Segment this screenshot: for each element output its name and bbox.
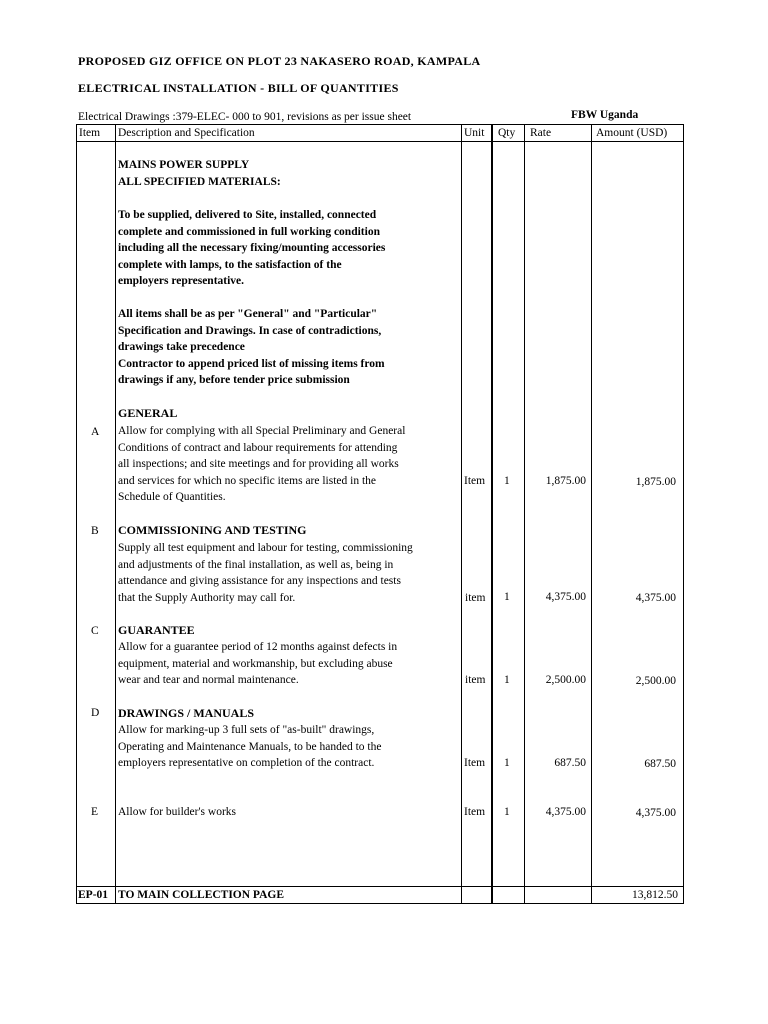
item-a-description: [118, 423, 405, 506]
intro-paragraph-line: complete and commissioned in full working condition: [118, 225, 380, 238]
item-d-code: D: [91, 707, 100, 719]
item-a-rate: 1,875.00: [545, 475, 586, 487]
item-e-amount: 4,375.00: [635, 807, 676, 819]
description-line: all inspections; and site meetings and for providing all works: [118, 458, 399, 470]
item-b-amount: 4,375.00: [635, 592, 676, 604]
intro-paragraph-line: All items shall be as per "General" and "Particular": [118, 308, 378, 320]
item-c-rate: 2,500.00: [545, 674, 586, 686]
item-c-amount: 2,500.00: [635, 675, 676, 687]
col-header-description: Description and Specification: [118, 127, 255, 139]
table-top-border: [76, 124, 684, 125]
col-divider-left: [76, 124, 77, 904]
description-line: and adjustments of the final installation, as well as, being in: [118, 558, 394, 571]
col-divider-qty: [524, 124, 525, 904]
item-d-qty: 1: [504, 757, 510, 769]
col-header-amount: Amount (USD): [596, 127, 668, 139]
item-b-rate: 4,375.00: [545, 591, 586, 603]
col-divider-unit: [491, 124, 493, 904]
intro-paragraph-line: complete with lamps, to the satisfaction of the: [118, 258, 342, 271]
item-b-heading: [118, 522, 306, 539]
description-line: equipment, material and workmanship, but excluding abuse: [118, 657, 393, 670]
item-d-rate: 687.50: [554, 757, 586, 769]
item-heading-text: GUARANTEE: [118, 623, 195, 637]
col-divider-item: [115, 124, 116, 904]
footer-code: EP-01: [78, 889, 109, 901]
item-b-qty: 1: [504, 591, 510, 603]
col-divider-right: [683, 124, 684, 904]
item-a-amount: 1,875.00: [635, 476, 676, 488]
intro-paragraph-line: Contractor to append priced list of missing items from: [118, 357, 385, 370]
item-e-qty: 1: [504, 806, 510, 818]
item-c-heading: [118, 622, 195, 639]
item-heading-text: GENERAL: [118, 406, 178, 420]
item-c-qty: 1: [504, 674, 510, 686]
intro-specification-paragraph: [118, 306, 385, 389]
col-header-qty: Qty: [498, 127, 516, 139]
description-line: Conditions of contract and labour requirements for attending: [118, 441, 398, 454]
header-bottom-border: [76, 141, 684, 142]
item-a-code: A: [91, 426, 100, 438]
item-c-code: C: [91, 625, 99, 637]
description-line: and services for which no specific items are listed in the: [118, 474, 377, 487]
intro-heading-line: MAINS POWER SUPPLY: [118, 159, 250, 171]
intro-paragraph-line: To be supplied, delivered to Site, installed, connected: [118, 209, 377, 221]
drawings-reference: Electrical Drawings :379-ELEC- 000 to 901, revisions as per issue sheet: [78, 111, 412, 123]
intro-heading-line: ALL SPECIFIED MATERIALS:: [118, 175, 281, 188]
item-b-description: [118, 540, 413, 606]
footer-top-border: [76, 886, 684, 887]
col-header-rate: Rate: [530, 127, 552, 139]
footer-label: TO MAIN COLLECTION PAGE: [118, 889, 285, 901]
intro-paragraph-line: including all the necessary fixing/mounting accessories: [118, 242, 386, 254]
table-bottom-border: [76, 903, 684, 904]
intro-paragraph-line: drawings if any, before tender price submission: [118, 374, 350, 386]
item-e-rate: 4,375.00: [545, 806, 586, 818]
col-divider-rate: [591, 124, 592, 904]
item-d-amount: 687.50: [644, 758, 676, 770]
intro-paragraph-line: Specification and Drawings. In case of contradictions,: [118, 324, 382, 337]
document-subtitle: ELECTRICAL INSTALLATION - BILL OF QUANTITIES: [78, 81, 399, 95]
item-e-unit: Item: [464, 806, 486, 818]
item-b-unit: item: [465, 592, 486, 604]
item-c-unit: item: [465, 674, 486, 686]
item-e-code: E: [91, 806, 99, 818]
item-c-description: [118, 639, 397, 689]
description-line: Operating and Maintenance Manuals, to be handed to the: [118, 740, 382, 753]
item-d-heading: [118, 705, 254, 722]
description-line: Allow for a guarantee period of 12 months against defects in: [118, 641, 398, 653]
description-line: Supply all test equipment and labour for testing, commissioning: [118, 542, 413, 554]
description-line: Allow for marking-up 3 full sets of "as-built" drawings,: [118, 724, 375, 736]
item-b-code: B: [91, 525, 99, 537]
company-name: FBW Uganda: [571, 109, 639, 121]
item-e-description: Allow for builder's works: [118, 806, 237, 818]
description-line: Allow for complying with all Special Preliminary and General: [118, 425, 406, 437]
item-heading-text: COMMISSIONING AND TESTING: [118, 523, 307, 537]
description-line: attendance and giving assistance for any inspections and tests: [118, 575, 401, 587]
item-a-unit: Item: [464, 475, 486, 487]
description-line: wear and tear and normal maintenance.: [118, 674, 299, 686]
intro-paragraph-line: drawings take precedence: [118, 341, 245, 353]
intro-supply-paragraph: [118, 207, 385, 290]
item-d-description: [118, 722, 381, 772]
intro-heading: [118, 157, 281, 190]
description-line: employers representative on completion of the contract.: [118, 757, 375, 769]
col-header-item: Item: [79, 127, 101, 139]
item-heading-text: DRAWINGS / MANUALS: [118, 706, 255, 720]
col-divider-desc: [461, 124, 462, 904]
description-line: that the Supply Authority may call for.: [118, 591, 296, 604]
footer-total: 13,812.50: [632, 889, 678, 901]
description-line: Schedule of Quantities.: [118, 491, 226, 503]
item-a-heading: [118, 405, 177, 422]
item-a-qty: 1: [504, 475, 510, 487]
col-header-unit: Unit: [464, 127, 485, 139]
item-d-unit: Item: [464, 757, 486, 769]
intro-paragraph-line: employers representative.: [118, 275, 245, 287]
document-title: PROPOSED GIZ OFFICE ON PLOT 23 NAKASERO ROAD, KAMPALA: [78, 54, 481, 68]
